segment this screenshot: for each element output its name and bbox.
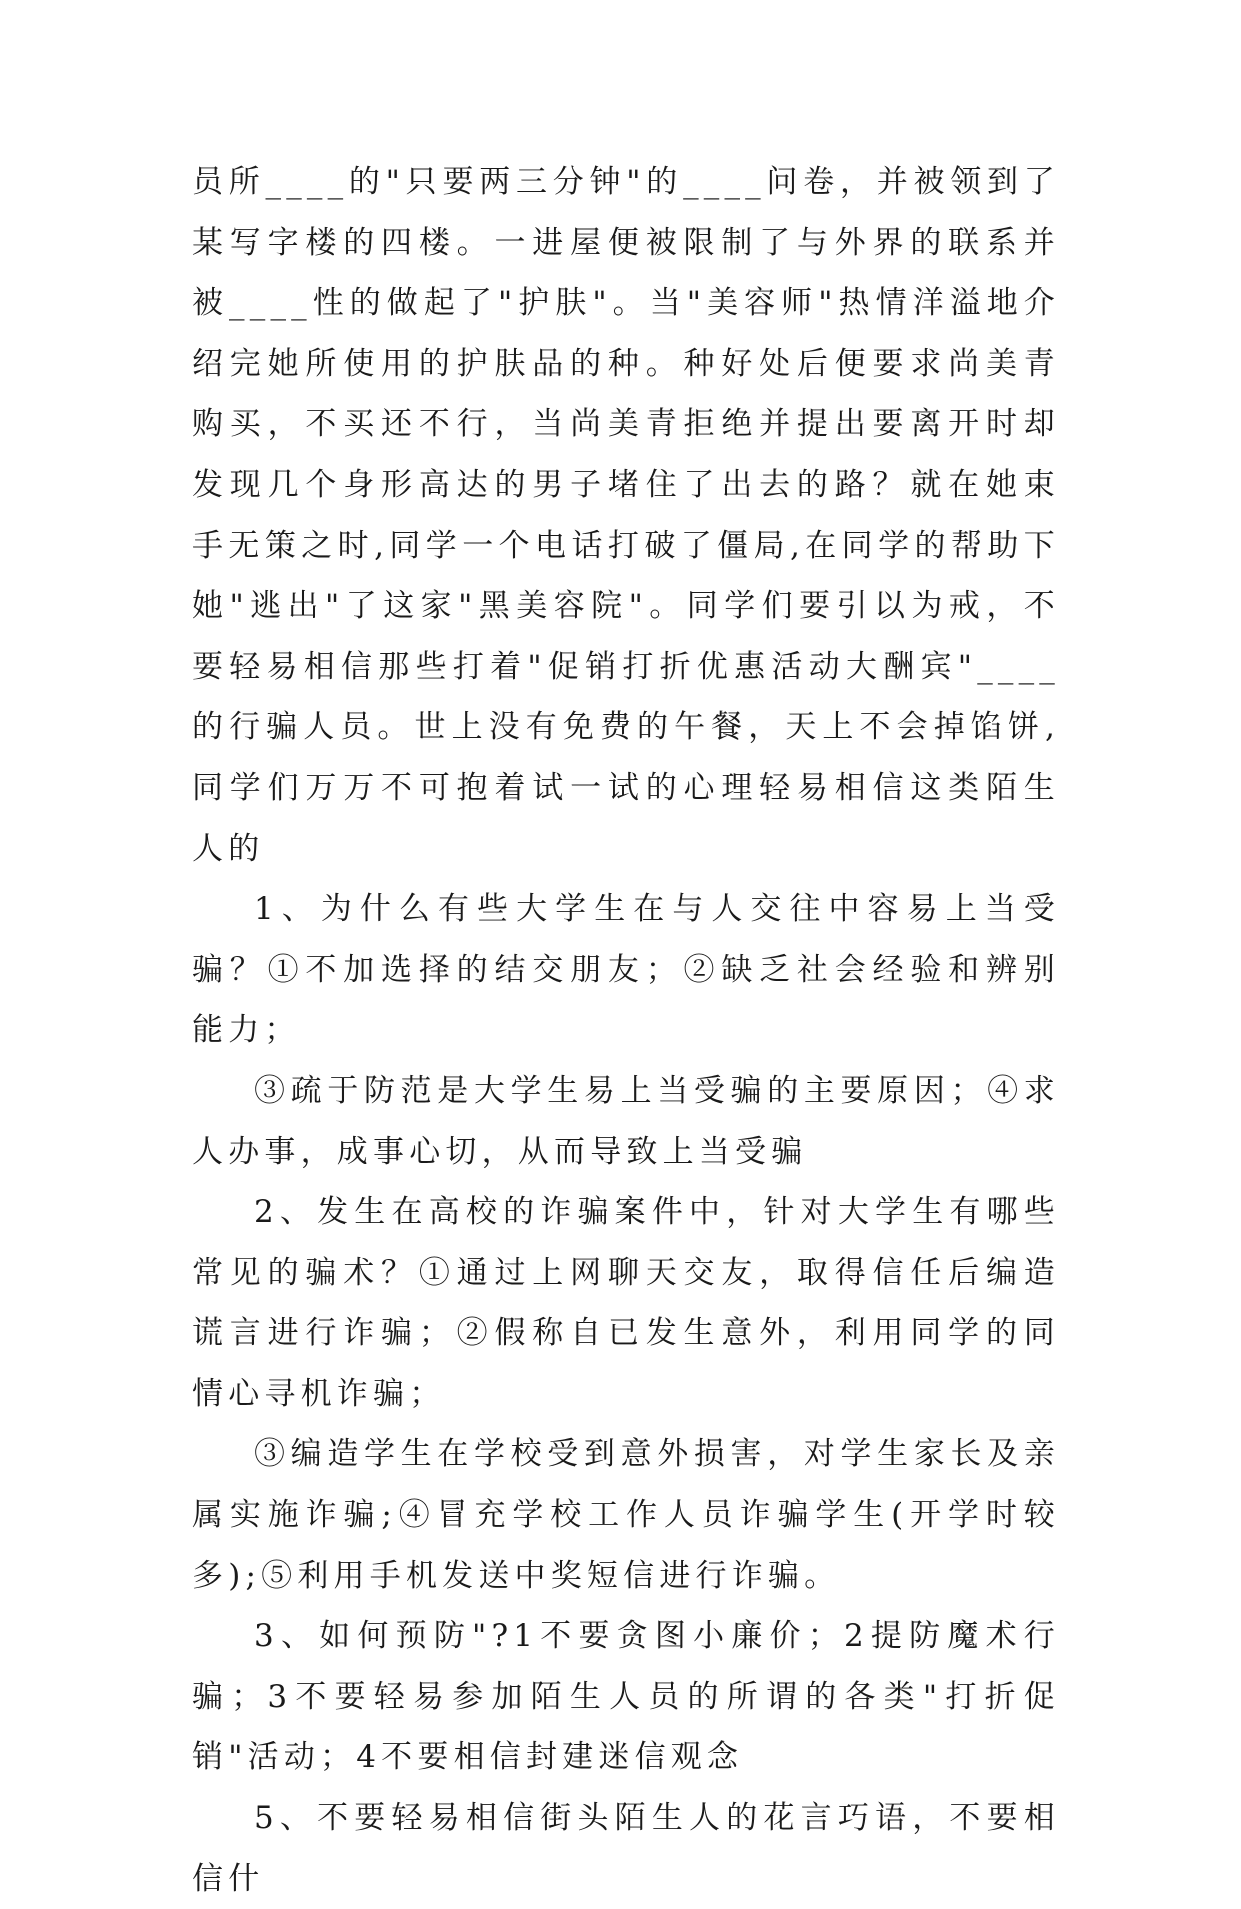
- paragraph-q3-item5: 5、不要轻易相信街头陌生人的花言巧语，不要相信什: [192, 1800, 1060, 1897]
- paragraph-q1-reasons: 1、为什么有些大学生在与人交往中容易上当受骗？①不加选择的结交朋友；②缺乏社会经验和辨别能力；: [192, 891, 1060, 1049]
- document-page: [192, 152, 1060, 1909]
- paragraph-q3-prevention: 3、如何预防"?1不要贪图小廉价；2提防魔术行骗；3不要轻易参加陌生人员的所谓的各类"打折促销"活动；4不要相信封建迷信观念: [192, 1618, 1060, 1776]
- paragraph-q2-tactics: 2、发生在高校的诈骗案件中，针对大学生有哪些常见的骗术？①通过上网聊天交友，取得信任后编造谎言进行诈骗；②假称自已发生意外，利用同学的同情心寻机诈骗；: [192, 1194, 1060, 1412]
- paragraph-q1-reasons-cont: ③疏于防范是大学生易上当受骗的主要原因；④求人办事，成事心切，从而导致上当受骗: [192, 1072, 1060, 1170]
- paragraph-q2-tactics-cont: ③编造学生在学校受到意外损害，对学生家长及亲属实施诈骗;④冒充学校工作人员诈骗学生(开学时较多);⑤利用手机发送中奖短信进行诈骗。: [192, 1436, 1060, 1594]
- paragraph-scam-story: 员所____的"只要两三分钟"的____问卷，并被领到了某写字楼的四楼。一进屋便被限制了与外界的联系并被____性的做起了"护肤"。当"美容师"热情洋溢地介绍完她所使用的护肤品的种。种好处后便要求尚美青购买，不买还不行，当尚美青拒绝并提出要离开时却发现几个身形高达的男子堵住了出去的路？就在她束手无策之时,同学一个电话打破了僵局,在同学的帮助下她"逃出"了这家"黑美容院"。同学们要引以为戒，不要轻易相信那些打着"促销打折优惠活动大酬宾"____的行骗人员。世上没有免费的午餐，天上不会掉馅饼,同学们万万不可抱着试一试的心理轻易相信这类陌生人的: [192, 164, 1060, 867]
